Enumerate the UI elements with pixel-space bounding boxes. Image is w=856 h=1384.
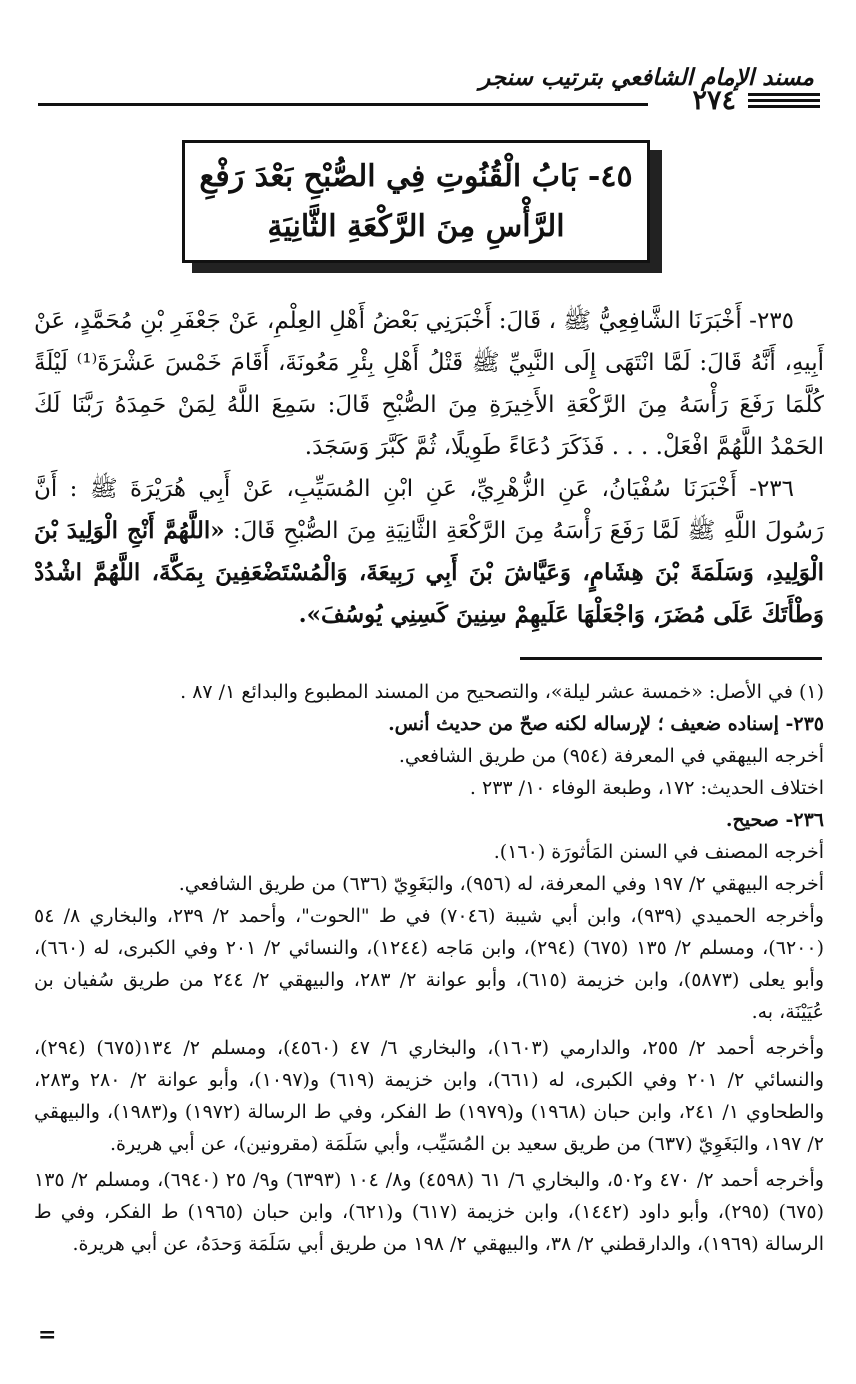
note-236-source-a: أخرجه المصنف في السنن المَأثورَة (١٦٠). (493, 841, 824, 863)
chapter-heading-box (182, 140, 650, 263)
hadith-body (34, 300, 824, 636)
hadith-236-text: ٢٣٦- أَخْبَرَنَا سُفْيَانُ، عَنِ الزُّهْرِيِّ، عَنِ ابْنِ المُسَيِّبِ، عَنْ أَبِي هُرَيْرَةَ ﷺ : أَنَّ رَسُولَ اللَّهِ ﷺ لَمَّا رَفَعَ رَأْسَهُ مِنَ الرَّكْعَةِ الثَّانِيَةِ مِنَ الصُّبْحِ قَالَ: (34, 476, 824, 544)
page-number: ٢٧٤ (692, 85, 736, 116)
continuation-mark: = (38, 1322, 57, 1348)
note-235-source-a: أخرجه البيهقي في المعرفة (٩٥٤) من طريق الشافعي. (398, 745, 824, 767)
note-236-source-c: وأخرجه الحميدي (٩٣٩)، وابن أبي شيبة (٧٠٤٦) في ط "الحوت"، وأحمد ٢/ ٢٣٩، والبخاري ٨/ ٥٤ (٦٢٠٠)، ومسلم ٢/ ١٣٥ (٦٧٥) (٢٩٤)، وابن مَاجه (١٢٤٤)، والنسائي ٢/ ٢٠١ وفي الكبرى، له (٦٦٠)، وأبو يعلى (٥٨٧٣)، وابن خزيمة (٦١٥)، وأبو عوانة ٢/ ٢٨٣، والبيهقي ٢/ ٢٤٤ من طريق سُفيان بن عُيَيْنَة، به. (34, 905, 824, 1023)
note-236-source-e: وأخرجه أحمد ٢/ ٤٧٠ و٥٠٢، والبخاري ٦/ ٦١ (٤٥٩٨) و٨/ ١٠٤ (٦٣٩٣) و٩/ ٢٥ (٦٩٤٠)، ومسلم ٢/ ١٣٥ (٦٧٥) (٢٩٥)، وأبو داود (١٤٤٢)، وابن خزيمة (٦١٧) و(٦٢١)، وابن حبان (١٩٦٥) ط الفكر، وفي ط الرسالة (١٩٦٩)، والدارقطني ٢/ ٣٨، والبيهقي ٢/ ١٩٨ من طريق أبي سَلَمَة وَحدَهُ، عن أبي هريرة. (34, 1169, 824, 1255)
hadith-236 (34, 468, 824, 636)
hadith-235: ٢٣٥- أَخْبَرَنَا الشَّافِعِيُّ ﷺ ، قَالَ: أَخْبَرَنِي بَعْضُ أَهْلِ العِلْمِ، عَنْ جَعْفَرِ بْنِ مُحَمَّدٍ، عَنْ أَبِيهِ، أَنَّهُ قَالَ: لَمَّا انْتَهَى إِلَى النَّبِيِّ ﷺ قَتْلُ أَهْلِ بِئْرِ مَعُونَةَ، أَقَامَ خَمْسَ عَشْرَةَ⁽¹⁾ لَيْلَةً كُلَّمَا رَفَعَ رَأْسَهُ مِنَ الرَّكْعَةِ الأَخِيرَةِ مِنَ الصُّبْحِ قَالَ: سَمِعَ اللَّهُ لِمَنْ حَمِدَهُ رَبَّنَا لَكَ الحَمْدُ اللَّهُمَّ افْعَلْ. . . . فَذَكَرَ دُعَاءً طَوِيلًا، ثُمَّ كَبَّرَ وَسَجَدَ. (34, 308, 825, 460)
header-rule (38, 103, 648, 106)
note-236-source-b: أخرجه البيهقي ٢/ ١٩٧ وفي المعرفة، له (٩٥٦)، والبَغَوِيّ (٦٣٦) من طريق الشافعي. (178, 873, 824, 895)
footnotes (34, 676, 824, 1260)
running-header-title: مسند الإمام الشافعي بترتيب سنجر (479, 64, 814, 91)
note-236-source-d: وأخرجه أحمد ٢/ ٢٥٥، والدارمي (١٦٠٣)، والبخاري ٦/ ٤٧ (٤٥٦٠)، ومسلم ٢/ ١٣٤(٦٧٥) (٢٩٤)، والنسائي ٢/ ٢٠١ وفي الكبرى، له (٦٦١)، وابن خزيمة (٦١٩) و(١٠٩٧)، وأبو عوانة ٢/ ٢٨٠ و٢٨٣، والطحاوي ١/ ٢٤١، وابن حبان (١٩٦٨) و(١٩٧٩) ط الفكر، وفي ط الرسالة (١٩٧٢) و(١٩٨٣)، والبيهقي ٢/ ١٩٧، والبَغَوِيّ (٦٣٧) من طريق سعيد بن المُسَيِّب، وأبي سَلَمَة (مقرونين)، عن أبي هريرة. (34, 1037, 824, 1155)
footnote-1: (١) في الأصل: «خمسة عشر ليلة»، والتصحيح من المسند المطبوع والبدائع ١/ ٨٧ . (180, 681, 824, 703)
hadith-236-quote: «اللَّهُمَّ أَنْجِ الْوَلِيدَ بْنَ الْوَلِيدِ، وَسَلَمَةَ بْنَ هِشَامٍ، وَعَيَّاشَ بْنَ أَبِي رَبِيعَةَ، وَالْمُسْتَضْعَفِينَ بِمَكَّةَ، اللَّهُمَّ اشْدُدْ وَطْأَتَكَ عَلَى مُضَرَ، وَاجْعَلْهَا عَلَيهِمْ سِنِينَ كَسِنِي يُوسُفَ». (34, 517, 824, 628)
note-236-heading: ٢٣٦- صحيح. (725, 809, 824, 831)
note-235-heading: ٢٣٥- إسناده ضعيف ؛ لإرساله لكنه صحّ من حديث أنس. (388, 713, 824, 735)
header-ornament-lines (748, 93, 820, 96)
chapter-title-line-2: الرَّأْسِ مِنَ الرَّكْعَةِ الثَّانِيَةِ (267, 208, 565, 244)
footnote-separator (520, 657, 822, 660)
chapter-title-line-1: ٤٥- بَابُ الْقُنُوتِ فِي الصُّبْحِ بَعْدَ رَفْعِ (199, 158, 633, 194)
note-235-source-b: اختلاف الحديث: ١٧٢، وطبعة الوفاء ١٠/ ٢٣٣ . (469, 777, 824, 799)
